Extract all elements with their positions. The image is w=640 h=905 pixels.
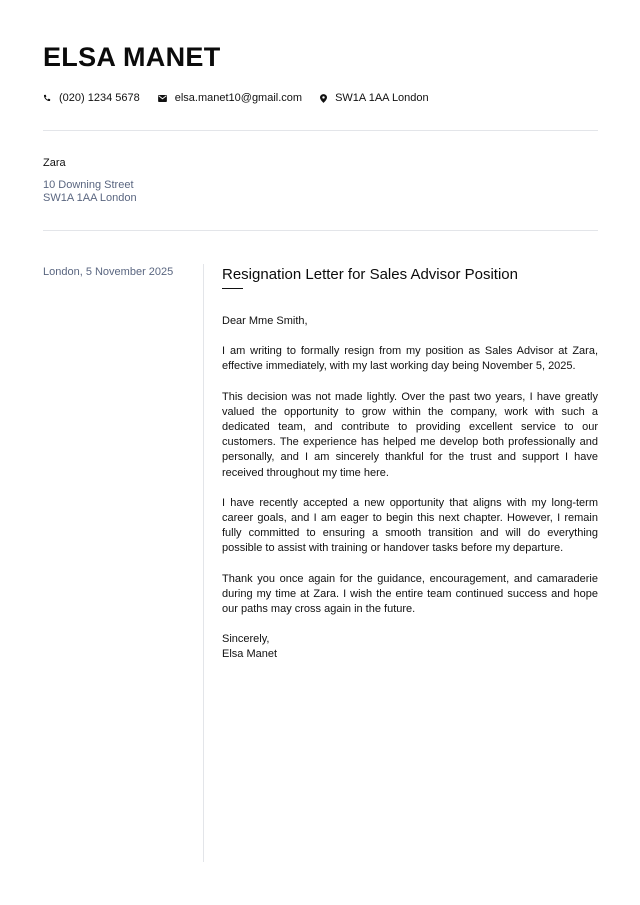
salutation: Dear Mme Smith,	[222, 315, 308, 327]
recipient-company: Zara	[43, 157, 66, 169]
contact-bar	[43, 91, 447, 105]
paragraph-3: I have recently accepted a new opportunity that aligns with my long-term career goals, and I am eager to begin this next chapter. However, I remain fully committed to ensuring a smooth transition and will do everything possible to assist with training or handover tasks before my departure.	[222, 496, 598, 555]
recipient-divider	[43, 230, 598, 231]
sender-name: ELSA MANET	[43, 42, 221, 72]
phone-text: (020) 1234 5678	[59, 92, 140, 104]
header-divider	[43, 130, 598, 131]
letter-body	[222, 314, 598, 663]
paragraph-2: This decision was not made lightly. Over the past two years, I have greatly valued the opportunity to grow within the company, work with such a dedicated team, and contribute to providing excellent service to our customers. The experience has helped me develop both professionally and personally, and I am sincerely thankful for the trust and support I have received throughout my time here.	[222, 390, 598, 479]
email-text: elsa.manet10@gmail.com	[174, 92, 303, 104]
closing-block	[222, 632, 598, 662]
closing-text: Sincerely,	[222, 633, 270, 646]
map-pin-icon	[320, 94, 327, 103]
paragraph-1: I am writing to formally resign from my position as Sales Advisor at Zara, effective immediately, with my last working day being November 5, 2025.	[222, 345, 598, 373]
recipient-address-line1: 10 Downing Street	[43, 179, 134, 191]
envelope-icon	[158, 95, 167, 102]
letter-date: London, 5 November 2025	[43, 266, 174, 278]
recipient-address-line2: SW1A 1AA London	[43, 192, 137, 204]
signature-name: Elsa Manet	[222, 648, 278, 661]
location-text: SW1A 1AA London	[335, 92, 429, 104]
contact-location	[320, 92, 429, 104]
recipient-block	[43, 157, 137, 205]
contact-email	[158, 92, 302, 104]
letter-subject: Resignation Letter for Sales Advisor Position	[222, 266, 518, 283]
column-divider	[203, 264, 204, 862]
subject-underline	[222, 288, 243, 289]
contact-phone	[43, 92, 140, 104]
paragraph-4: Thank you once again for the guidance, encouragement, and camaraderie during my time at Zara. I wish the entire team continued success and hope our paths may cross again in the future.	[222, 572, 598, 616]
phone-icon	[43, 94, 51, 102]
